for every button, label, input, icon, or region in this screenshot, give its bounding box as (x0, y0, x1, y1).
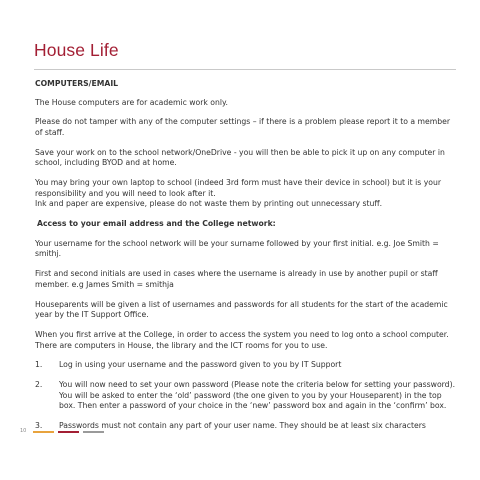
paragraph: The House computers are for academic work only. (35, 97, 228, 107)
paragraph: Save your work on to the school network/OneDrive - you will then be able to pick it up on any computer in school, including BYOD and at home. (35, 147, 445, 168)
list-item-text: Passwords must not contain any part of your user name. They should be at least six characters (59, 421, 426, 431)
section-heading: COMPUTERS/EMAIL (35, 79, 119, 88)
list-item-number: 3. (35, 421, 43, 431)
footer-bar-orange (33, 431, 54, 433)
section-subheading: Access to your email address and the College network: (37, 219, 276, 229)
ink-paper-text: Ink and paper are expensive, please do not waste them by printing out unnecessary stuff. (35, 199, 383, 209)
paragraph: When you first arrive at the College, in order to access the system you need to log onto a school computer. There are computers in House, the library and the ICT rooms for you to use. (35, 330, 449, 350)
paragraph: First and second initials are used in cases where the username is already in use by another pupil or staff member. e.g James Smith = smithja (35, 269, 438, 289)
page-title: House Life (34, 40, 119, 60)
laptop-text: You may bring your own laptop to school (indeed 3rd form must have their device in school) but it is your responsibility and you will need to look after it. (35, 178, 441, 198)
footer-bar-grey (83, 431, 104, 433)
document-body (35, 79, 455, 441)
list-item-number: 2. (35, 380, 43, 390)
page-number: 10 (20, 428, 27, 434)
paragraph: Houseparents will be given a list of usernames and passwords for all students for the start of the academic year by the IT Support Office. (35, 299, 448, 320)
list-item-text: You will now need to set your own password (Please note the criteria below for setting your password). You will be asked to enter the ‘old’ password (the one given to you by your Houseparent) in the top box. Then enter a password of your choice in the ‘new’ password box and again in the ‘confirm’ box. (59, 380, 456, 411)
footer-color-bars (33, 431, 104, 433)
list-item (35, 380, 455, 412)
paragraph: Please do not tamper with any of the computer settings – if there is a problem please report it to a member of staff. (35, 117, 451, 137)
list-item-number: 1. (35, 360, 43, 370)
title-divider (34, 69, 456, 70)
footer-bar-red (58, 431, 79, 433)
list-item-text: Log in using your username and the password given to you by IT Support (59, 360, 342, 370)
paragraph (35, 178, 455, 210)
paragraph: Your username for the school network will be your surname followed by your first initial. e.g. Joe Smith = smithj. (35, 238, 439, 259)
list-item (35, 360, 455, 371)
steps-list (35, 360, 455, 431)
